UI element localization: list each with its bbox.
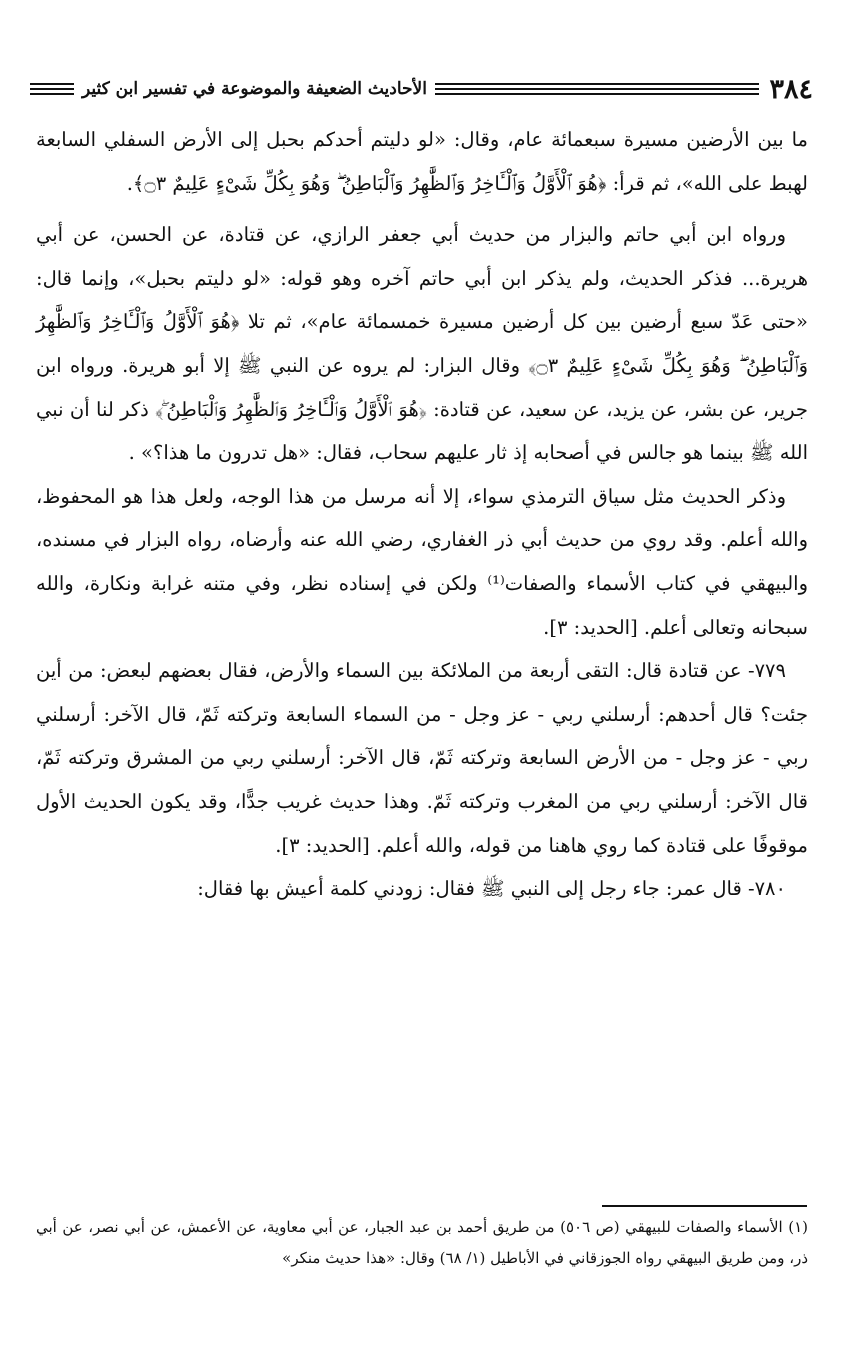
header-rule-left	[30, 83, 74, 95]
footnotes	[36, 1212, 808, 1274]
paragraph-continuation: ما بين الأرضين مسيرة سبعمائة عام، وقال: «لو دليتم أحدكم بحبل إلى الأرض السفلي السابعة لهبط على الله»، ثم قرأ: ﴿هُوَ ٱلْأَوَّلُ وَٱلْـَٔاخِرُ وَٱلظَّٰهِرُ وَٱلْبَاطِنُ ۖ وَهُوَ بِكُلِّ شَىْءٍ عَلِيمٌ ۝٣﴾.	[36, 128, 808, 195]
running-header	[30, 72, 813, 106]
footnote-1: (١) الأسماء والصفات للبيهقي (ص ٥٠٦) من طريق أحمد بن عبد الجبار، عن أبي معاوية، عن الأعمش، عن أبي نصر، عن أبي ذر، ومن طريق البيهقي رواه الجوزقاني في الأباطيل (١/ ٦٨) وقال: «هذا حديث منكر»	[36, 1218, 808, 1267]
paragraph-commentary: وذكر الحديث مثل سياق الترمذي سواء، إلا أنه مرسل من هذا الوجه، ولعل هذا هو المحفوظ، والله أعلم. وقد روي من حديث أبي ذر الغفاري، رضي الله عنه وأرضاه، رواه البزار في مسنده، والبيهقي في كتاب الأسماء والصفات⁽¹⁾ ولكن في إسناده نظر، وفي متنه غرابة ونكارة، والله سبحانه وتعالى أعلم. [الحديد: ٣].	[36, 484, 808, 639]
book-title: الأحاديث الضعيفة والموضوعة في تفسير ابن كثير	[82, 79, 427, 99]
header-rule-right	[705, 83, 759, 95]
header-rule-middle	[435, 83, 706, 95]
hadith-780: ٧٨٠- قال عمر: جاء رجل إلى النبي ﷺ فقال: زودني كلمة أعيش بها فقال:	[197, 877, 786, 901]
paragraph-narrations: ورواه ابن أبي حاتم والبزار من حديث أبي جعفر الرازي، عن قتادة، عن الحسن، عن أبي هريرة... فذكر الحديث، ولم يذكر ابن أبي حاتم آخره وهو قوله: «لو دليتم بحبل»، وإنما قال: «حتى عَدّ سبع أرضين بين كل أرضين مسيرة خمسمائة عام»، ثم تلا ﴿هُوَ ٱلْأَوَّلُ وَٱلْـَٔاخِرُ وَٱلظَّٰهِرُ وَٱلْبَاطِنُ ۖ وَهُوَ بِكُلِّ شَىْءٍ عَلِيمٌ ۝٣﴾ وقال البزار: لم يروه عن النبي ﷺ إلا أبو هريرة. ورواه ابن جرير، عن بشر، عن يزيد، عن سعيد، عن قتادة: ﴿هُوَ ٱلْأَوَّلُ وَٱلْـَٔاخِرُ وَٱلظَّٰهِرُ وَٱلْبَاطِنُ ۖ﴾ ذكر لنا أن نبي الله ﷺ بينما هو جالس في أصحابه إذ ثار عليهم سحاب، فقال: «هل تدرون ما هذا؟» .	[36, 223, 808, 465]
page-number: ٣٨٤	[769, 73, 813, 105]
footnote-separator	[602, 1205, 807, 1207]
main-text	[36, 118, 808, 911]
hadith-779: ٧٧٩- عن قتادة قال: التقى أربعة من الملائكة بين السماء والأرض، فقال بعضهم لبعض: من أين جئت؟ قال أحدهم: أرسلني ربي - عز وجل - من السماء السابعة وتركته ثَمّ، قال الآخر: أرسلني ربي - عز وجل - من الأرض السابعة وتركته ثَمّ، قال الآخر: أرسلني ربي من المشرق وتركته ثَمّ، قال الآخر: أرسلني ربي من المغرب وتركته ثَمّ. وهذا حديث غريب جدًّا، وقد يكون الحديث الأول موقوفًا على قتادة كما روي هاهنا من قوله، والله أعلم. [الحديد: ٣].	[36, 659, 808, 857]
